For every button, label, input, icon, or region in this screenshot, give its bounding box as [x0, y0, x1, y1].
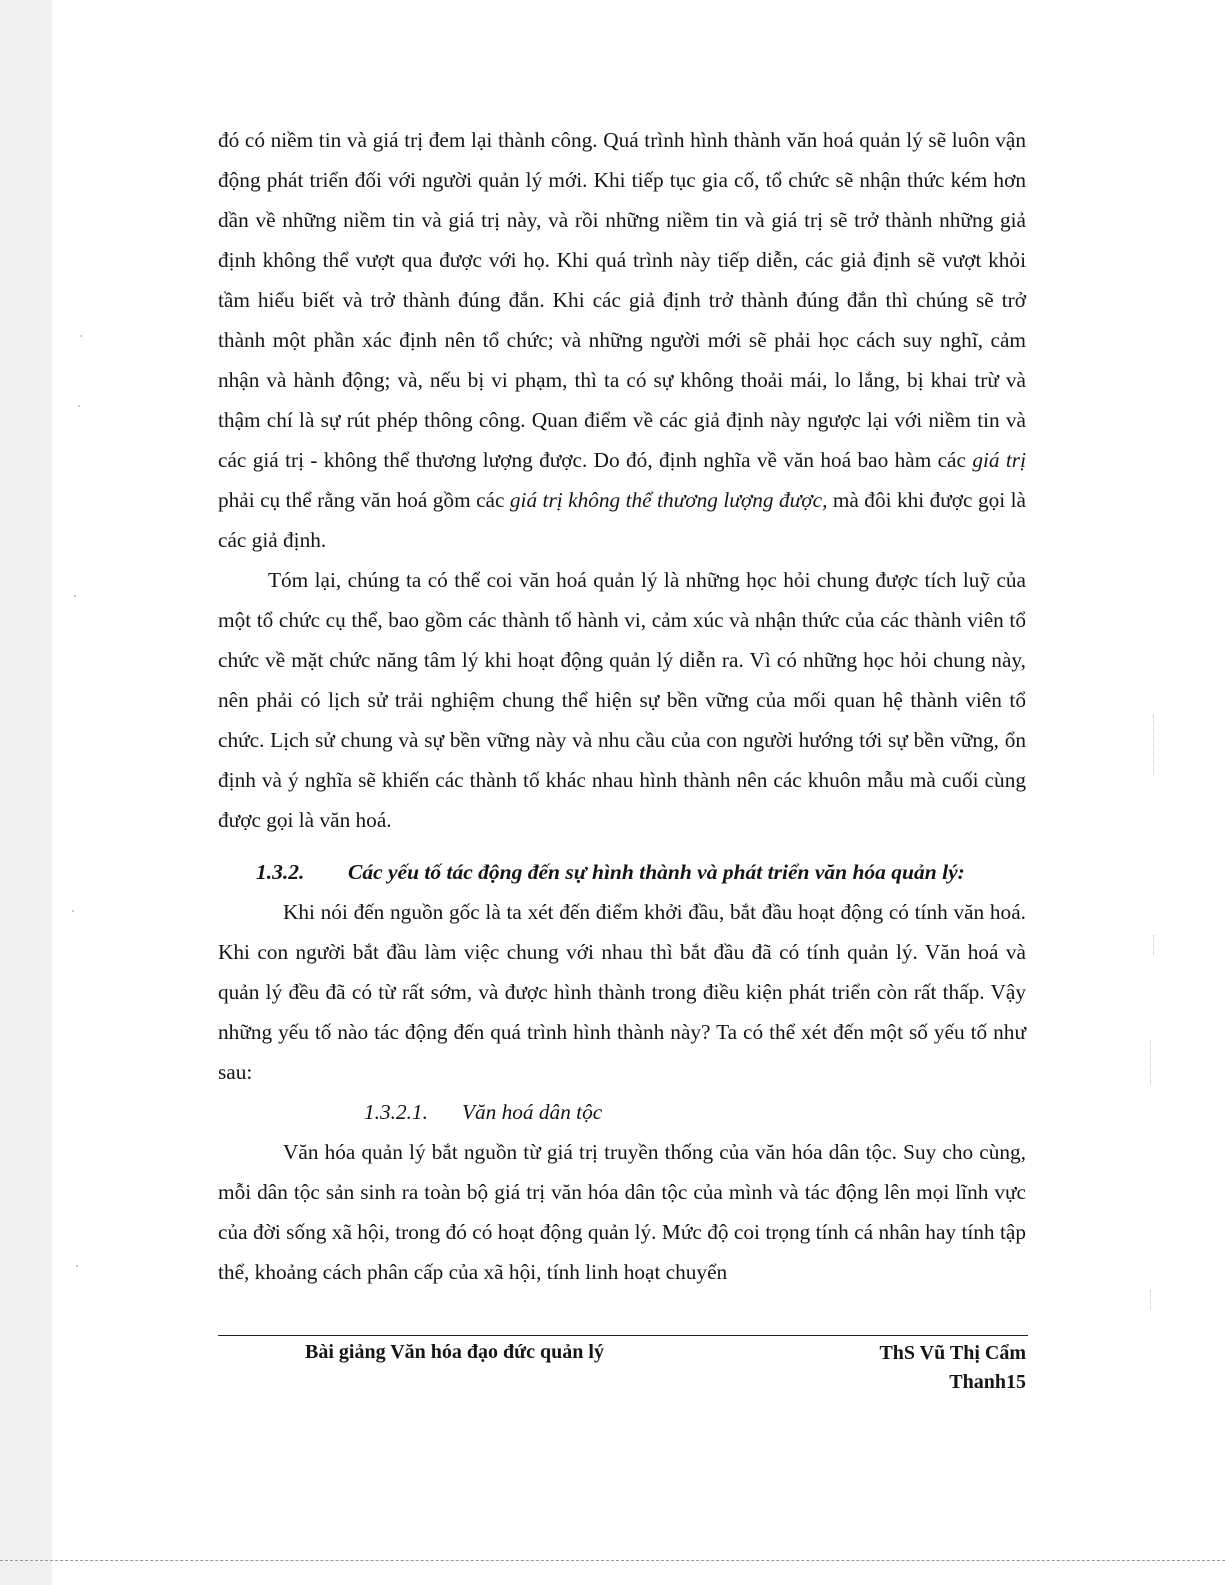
section-title: Các yếu tố tác động đến sự hình thành và phát triển văn hóa quản lý:	[348, 860, 965, 884]
body-text	[218, 120, 1026, 1292]
italic-term: giá trị không thể thương lượng được,	[509, 488, 828, 512]
scan-artifact	[1150, 1040, 1151, 1085]
footer-author-page-number: Thanh15	[949, 1371, 1026, 1393]
scan-artifact	[80, 335, 82, 337]
subsection-number: 1.3.2.1.	[364, 1100, 428, 1124]
scan-margin-shade	[0, 0, 52, 1585]
paragraph-continued	[218, 120, 1026, 560]
footer-course-title: Bài giảng Văn hóa đạo đức quản lý	[305, 1341, 604, 1363]
scan-artifact	[1153, 935, 1154, 955]
paragraph-national-culture: Văn hóa quản lý bắt nguồn từ giá trị truyền thống của văn hóa dân tộc. Suy cho cùng, mỗi dân tộc sản sinh ra toàn bộ giá trị văn hóa dân tộc của mình và tác động lên mọi lĩnh vực của đời sống xã hội, trong đó có hoạt động quản lý. Mức độ coi trọng tính cá nhân hay tính tập thể, khoảng cách phân cấp của xã hội, tính linh hoạt chuyển	[218, 1140, 1026, 1284]
scan-artifact	[74, 595, 76, 597]
paragraph-origin: Khi nói đến nguồn gốc là ta xét đến điểm khởi đầu, bắt đầu hoạt động có tính văn hoá. Khi con người bắt đầu làm việc chung với nhau thì bắt đầu đã có tính quản lý. Văn hoá và quản lý đều đã có từ rất sớm, và được hình thành trong điều kiện phát triển còn rất thấp. Vậy những yếu tố nào tác động đến quá trình hình thành này? Ta có thể xét đến một số yếu tố như sau:	[218, 900, 1026, 1084]
section-number: 1.3.2.	[256, 860, 305, 884]
paragraph-text: mà đôi khi được gọi là các giả định.	[218, 488, 1026, 552]
paragraph-text: đó có niềm tin và giá trị đem lại thành công. Quá trình hình thành văn hoá quản lý sẽ luôn vận động phát triển đối với người quản lý mới. Khi tiếp tục gia cố, tổ chức sẽ nhận thức kém hơn dần về những niềm tin và giá trị này, và rồi những niềm tin và giá trị sẽ trở thành những giả định không thể vượt qua được với họ. Khi quá trình này tiếp diễn, các giả định sẽ vượt khỏi tầm hiểu biết và trở thành đúng đắn. Khi các giả định trở thành đúng đắn thì chúng sẽ trở thành một phần xác định nên tổ chức; và những người mới sẽ phải học cách suy nghĩ, cảm nhận và hành động; và, nếu bị vi phạm, thì ta có sự không thoải mái, lo lắng, bị khai trừ và thậm chí là sự rút phép thông công. Quan điểm về các giả định này ngược lại với niềm tin và các giá trị - không thể thương lượng được. Do đó, định nghĩa về văn hoá bao hàm các	[218, 128, 1026, 472]
italic-term: giá trị	[972, 448, 1026, 472]
footer-author-page	[879, 1339, 1026, 1397]
scan-artifact	[72, 910, 74, 912]
section-heading-1-3-2	[218, 852, 1026, 892]
scan-artifact	[1153, 715, 1154, 775]
footer-author: ThS Vũ Thị Cẩm	[879, 1342, 1026, 1364]
footer-rule	[218, 1335, 1028, 1336]
scan-artifact	[76, 1265, 78, 1267]
paragraph-text: phải cụ thể rằng văn hoá gồm các	[218, 488, 510, 512]
subsection-heading-1-3-2-1	[218, 1092, 1026, 1132]
scan-artifact	[78, 405, 80, 407]
paragraph-summary: Tóm lại, chúng ta có thể coi văn hoá quản lý là những học hỏi chung được tích luỹ của một tổ chức cụ thể, bao gồm các thành tố hành vi, cảm xúc và nhận thức của các thành viên tổ chức về mặt chức năng tâm lý khi hoạt động quản lý diễn ra. Vì có những học hỏi chung này, nên phải có lịch sử trải nghiệm chung thể hiện sự bền vững của mối quan hệ thành viên tổ chức. Lịch sử chung và sự bền vững này và nhu cầu của con người hướng tới sự bền vững, ổn định và ý nghĩa sẽ khiến các thành tố khác nhau hình thành nên các khuôn mẫu mà cuối cùng được gọi là văn hoá.	[218, 568, 1026, 832]
subsection-title: Văn hoá dân tộc	[462, 1100, 603, 1124]
scan-bottom-edge	[0, 1560, 1225, 1561]
scan-artifact	[1150, 1290, 1151, 1310]
